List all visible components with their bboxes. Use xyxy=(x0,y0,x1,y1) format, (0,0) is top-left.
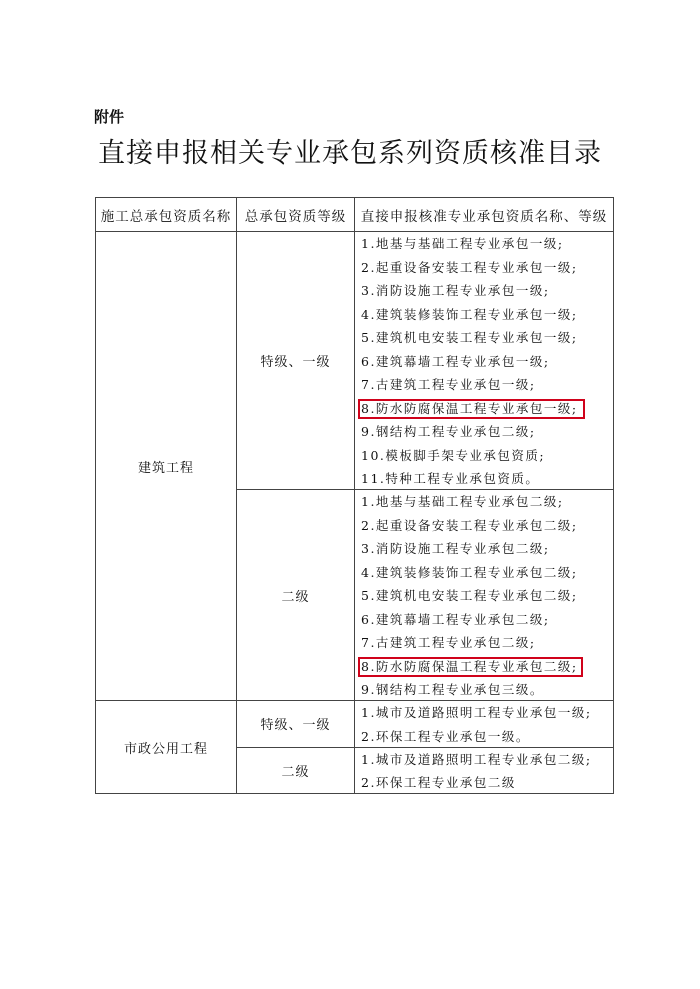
list-item: 4.建筑装修装饰工程专业承包一级; xyxy=(361,306,578,322)
list-item: 5.建筑机电安装工程专业承包一级; xyxy=(361,330,578,345)
list-item: 9.钢结构工程专业承包二级; xyxy=(361,424,536,439)
specialty-list xyxy=(355,701,614,748)
specialty-list xyxy=(355,747,614,794)
list-item: 9.钢结构工程专业承包三级。 xyxy=(361,682,544,697)
specialty-list xyxy=(355,490,614,701)
list-item: 1.城市及道路照明工程专业承包二级; xyxy=(361,751,592,767)
list-item: 1.地基与基础工程专业承包一级; xyxy=(361,236,564,251)
list-item: 6.建筑幕墙工程专业承包一级; xyxy=(361,353,550,369)
grade-cell: 二级 xyxy=(237,747,355,794)
grade-cell: 特级、一级 xyxy=(237,701,355,748)
list-item: 1.城市及道路照明工程专业承包一级; xyxy=(361,705,592,720)
attachment-label: 附件 xyxy=(94,108,125,126)
qualification-name-building: 建筑工程 xyxy=(96,232,237,701)
list-item: 3.消防设施工程专业承包一级; xyxy=(361,283,550,298)
table-header-row xyxy=(96,198,614,232)
qualification-table xyxy=(95,197,614,794)
grade-cell: 二级 xyxy=(237,490,355,701)
header-general-qualification-grade: 总承包资质等级 xyxy=(237,198,355,232)
highlighted-list-item: 8.防水防腐保温工程专业承包一级; xyxy=(355,397,613,421)
list-item: 7.古建筑工程专业承包一级; xyxy=(361,377,536,392)
list-item: 7.古建筑工程专业承包二级; xyxy=(361,635,536,650)
list-item: 3.消防设施工程专业承包二级; xyxy=(361,541,550,556)
qualification-name-municipal: 市政公用工程 xyxy=(96,701,237,794)
list-item: 2.起重设备安装工程专业承包二级; xyxy=(361,517,578,533)
list-item: 10.模板脚手架专业承包资质; xyxy=(361,447,546,463)
list-item: 11.特种工程专业承包资质。 xyxy=(361,471,540,486)
list-item: 1.地基与基础工程专业承包二级; xyxy=(361,494,564,509)
list-item: 5.建筑机电安装工程专业承包二级; xyxy=(361,588,578,603)
list-item: 2.环保工程专业承包一级。 xyxy=(361,728,530,744)
grade-cell: 特级、一级 xyxy=(237,232,355,490)
highlighted-list-item: 8.防水防腐保温工程专业承包二级; xyxy=(355,655,613,679)
list-item: 6.建筑幕墙工程专业承包二级; xyxy=(361,611,550,627)
list-item: 2.起重设备安装工程专业承包一级; xyxy=(361,259,578,275)
list-item: 4.建筑装修装饰工程专业承包二级; xyxy=(361,564,578,580)
page-title: 直接申报相关专业承包系列资质核准目录 xyxy=(98,138,602,169)
table-row xyxy=(96,232,614,490)
header-specialty-qualification: 直接申报核准专业承包资质名称、等级 xyxy=(355,198,614,232)
list-item: 2.环保工程专业承包二级 xyxy=(361,775,516,790)
table-row xyxy=(96,701,614,748)
header-general-qualification-name: 施工总承包资质名称 xyxy=(96,198,237,232)
specialty-list xyxy=(355,232,614,490)
